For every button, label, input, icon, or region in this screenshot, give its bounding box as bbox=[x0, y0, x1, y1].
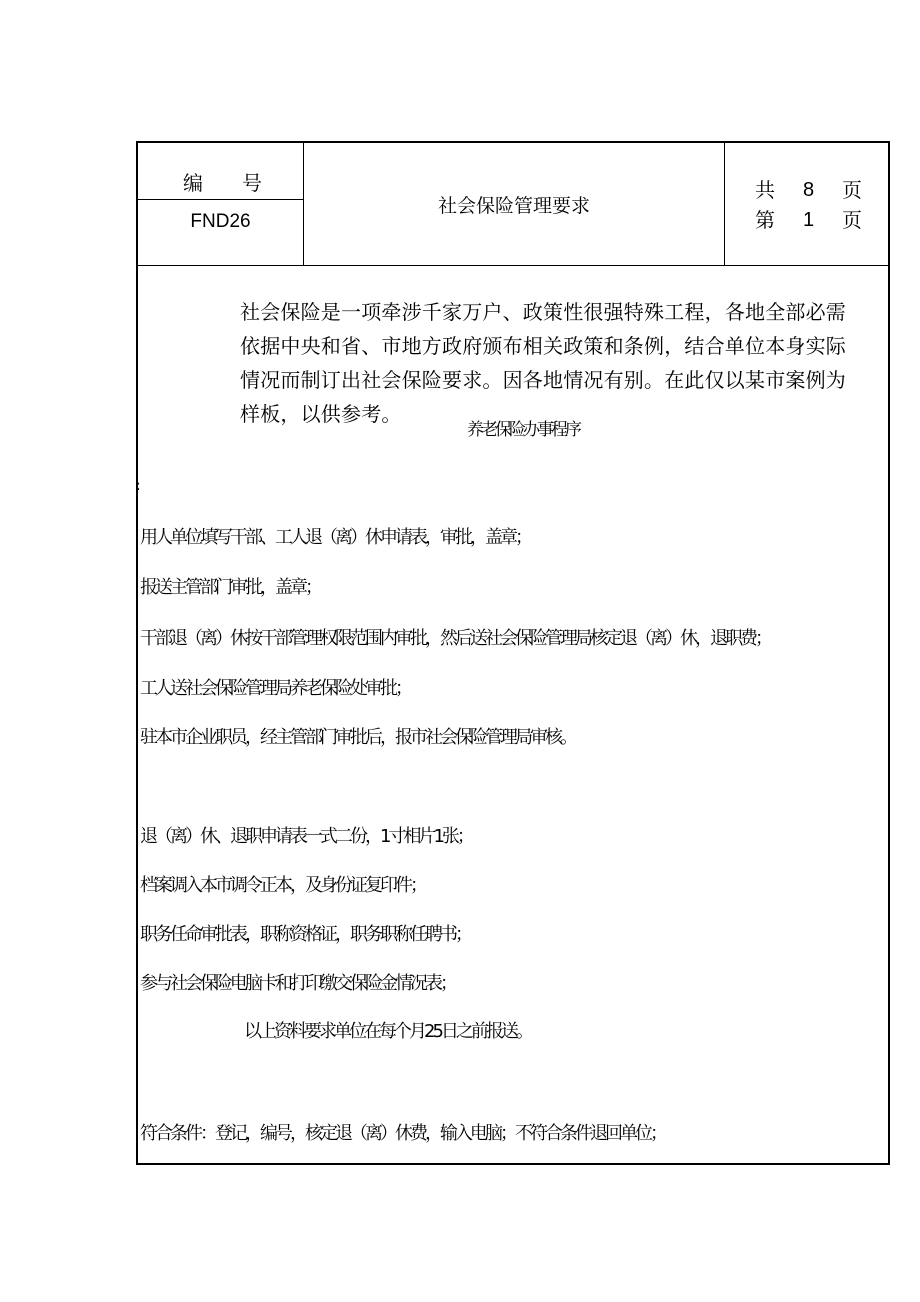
material-item: 退（离）休、退职申请表一式二份，1寸相片1张； bbox=[140, 826, 472, 847]
number-label-row bbox=[138, 143, 303, 200]
conditions-item: 符合条件：登记，编号，核定退（离）休费，输入电脑；不符合条件退回单位； bbox=[140, 1123, 665, 1144]
section-subtitle: 养老保险办事程序 bbox=[467, 420, 579, 440]
page-unit: 页 bbox=[842, 208, 862, 232]
total-label: 共 bbox=[755, 178, 775, 202]
document-table bbox=[136, 141, 890, 1165]
intro-paragraph bbox=[240, 295, 890, 431]
number-label-char-2: 号 bbox=[242, 171, 262, 195]
number-label-char-1: 编 bbox=[183, 171, 203, 195]
page-number-row bbox=[725, 209, 885, 233]
material-item: 参与社会保险电脑卡和打印缴交保险金情况表； bbox=[140, 973, 455, 994]
page-label: 第 bbox=[755, 208, 775, 232]
number-cell bbox=[138, 143, 304, 265]
page-info-cell bbox=[725, 143, 888, 265]
intro-line: 样板，以供参考。 bbox=[240, 402, 402, 426]
material-item: 档案调入本市调令正本，及身份证复印件； bbox=[140, 875, 425, 896]
header-row bbox=[138, 143, 888, 266]
procedure-item: 工人送社会保险管理局养老保险处审批； bbox=[140, 678, 410, 699]
intro-line: 社会保险是一项牵涉千家万户、政策性很强特殊工程，各地全部必需 bbox=[240, 300, 846, 324]
deadline-note: 以上资料要求单位在每个月25日之前报送。 bbox=[244, 1021, 531, 1042]
total-pages-row bbox=[725, 179, 885, 203]
document-number: FND26 bbox=[190, 211, 251, 232]
total-pages: 8 bbox=[803, 179, 815, 201]
section-marker: : bbox=[136, 478, 141, 494]
intro-line: 依据中央和省、市地方政府颁布相关政策和条例，结合单位本身实际 bbox=[240, 334, 846, 358]
page-number: 1 bbox=[803, 209, 815, 231]
total-unit: 页 bbox=[842, 178, 862, 202]
procedure-item: 干部退（离）休按干部管理权限范围内审批，然后送社会保险管理局核定退（离）休，退职费； bbox=[140, 628, 770, 649]
intro-line: 情况而制订出社会保险要求。因各地情况有别。在此仅以某市案例为 bbox=[240, 368, 846, 392]
title-cell bbox=[304, 143, 725, 265]
procedure-item: 驻本市企业职员，经主管部门审批后，报市社会保险管理局审核。 bbox=[140, 727, 575, 748]
procedure-item: 报送主管部门审批，盖章； bbox=[140, 577, 320, 598]
procedure-item: 用人单位填写干部、工人退（离）休申请表，审批，盖章； bbox=[140, 527, 530, 548]
material-item: 职务任命审批表，职称资格证，职务职称任聘书； bbox=[140, 924, 470, 945]
document-title: 社会保险管理要求 bbox=[437, 195, 590, 217]
